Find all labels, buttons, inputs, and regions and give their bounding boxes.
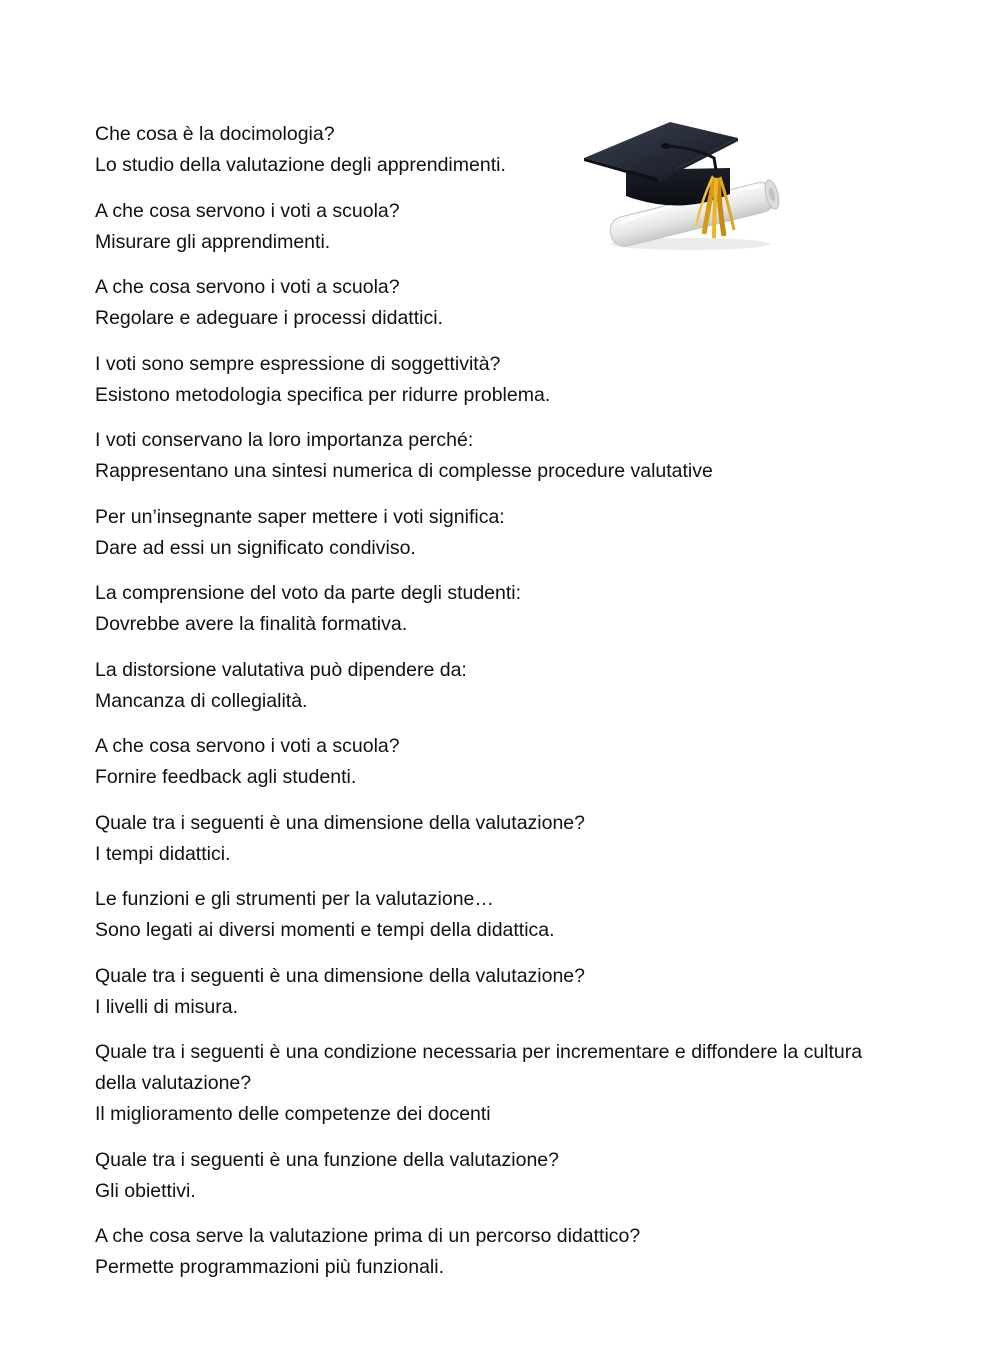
qa-item bbox=[95, 349, 895, 411]
question-text: Che cosa è la docimologia? bbox=[95, 123, 335, 145]
qa-item bbox=[95, 272, 895, 334]
answer-text: Fornire feedback agli studenti. bbox=[95, 766, 357, 788]
answer-text: Lo studio della valutazione degli apprendimenti. bbox=[95, 154, 506, 176]
answer-text: Dovrebbe avere la finalità formativa. bbox=[95, 613, 408, 635]
qa-item bbox=[95, 961, 895, 1023]
answer-text: Sono legati ai diversi momenti e tempi della didattica. bbox=[95, 919, 555, 941]
graduation-cap-diploma-icon bbox=[578, 118, 783, 253]
question-text: A che cosa servono i voti a scuola? bbox=[95, 276, 400, 298]
answer-text: Il miglioramento delle competenze dei docenti bbox=[95, 1103, 491, 1125]
answer-text: Esistono metodologia specifica per ridurre problema. bbox=[95, 383, 551, 406]
qa-item bbox=[95, 808, 895, 870]
qa-item bbox=[95, 655, 895, 717]
qa-item bbox=[95, 1221, 895, 1283]
qa-item bbox=[95, 1037, 895, 1130]
answer-text: Dare ad essi un significato condiviso. bbox=[95, 536, 416, 559]
question-text: La distorsione valutativa può dipendere da: bbox=[95, 658, 467, 681]
question-text: A che cosa serve la valutazione prima di un percorso didattico? bbox=[95, 1225, 641, 1247]
qa-item bbox=[95, 1145, 895, 1207]
qa-item bbox=[95, 502, 895, 564]
question-text: I voti sono sempre espressione di soggettività? bbox=[95, 352, 501, 375]
answer-text: I tempi didattici. bbox=[95, 842, 231, 865]
question-text: A che cosa servono i voti a scuola? bbox=[95, 735, 400, 757]
question-text: Le funzioni e gli strumenti per la valutazione… bbox=[95, 888, 494, 910]
answer-text: Permette programmazioni più funzionali. bbox=[95, 1256, 445, 1278]
answer-text: Mancanza di collegialità. bbox=[95, 689, 308, 712]
question-text: A che cosa servono i voti a scuola? bbox=[95, 199, 400, 222]
qa-list bbox=[95, 119, 895, 1298]
question-text: Quale tra i seguenti è una condizione necessaria per incrementare e diffondere la cultura della valutazione? bbox=[95, 1041, 863, 1094]
question-text: Per un’insegnante saper mettere i voti significa: bbox=[95, 505, 505, 528]
question-text: I voti conservano la loro importanza perché: bbox=[95, 429, 474, 451]
qa-item bbox=[95, 578, 895, 640]
question-text: Quale tra i seguenti è una dimensione della valutazione? bbox=[95, 964, 585, 987]
answer-text: Rappresentano una sintesi numerica di complesse procedure valutative bbox=[95, 460, 713, 482]
qa-item bbox=[95, 731, 895, 793]
question-text: La comprensione del voto da parte degli studenti: bbox=[95, 582, 522, 604]
answer-text: Gli obiettivi. bbox=[95, 1179, 196, 1202]
answer-text: Misurare gli apprendimenti. bbox=[95, 230, 331, 253]
question-text: Quale tra i seguenti è una funzione della valutazione? bbox=[95, 1148, 559, 1171]
qa-item bbox=[95, 425, 895, 487]
answer-text: Regolare e adeguare i processi didattici. bbox=[95, 307, 443, 329]
answer-text: I livelli di misura. bbox=[95, 995, 239, 1018]
qa-item bbox=[95, 884, 895, 946]
question-text: Quale tra i seguenti è una dimensione della valutazione? bbox=[95, 811, 585, 834]
